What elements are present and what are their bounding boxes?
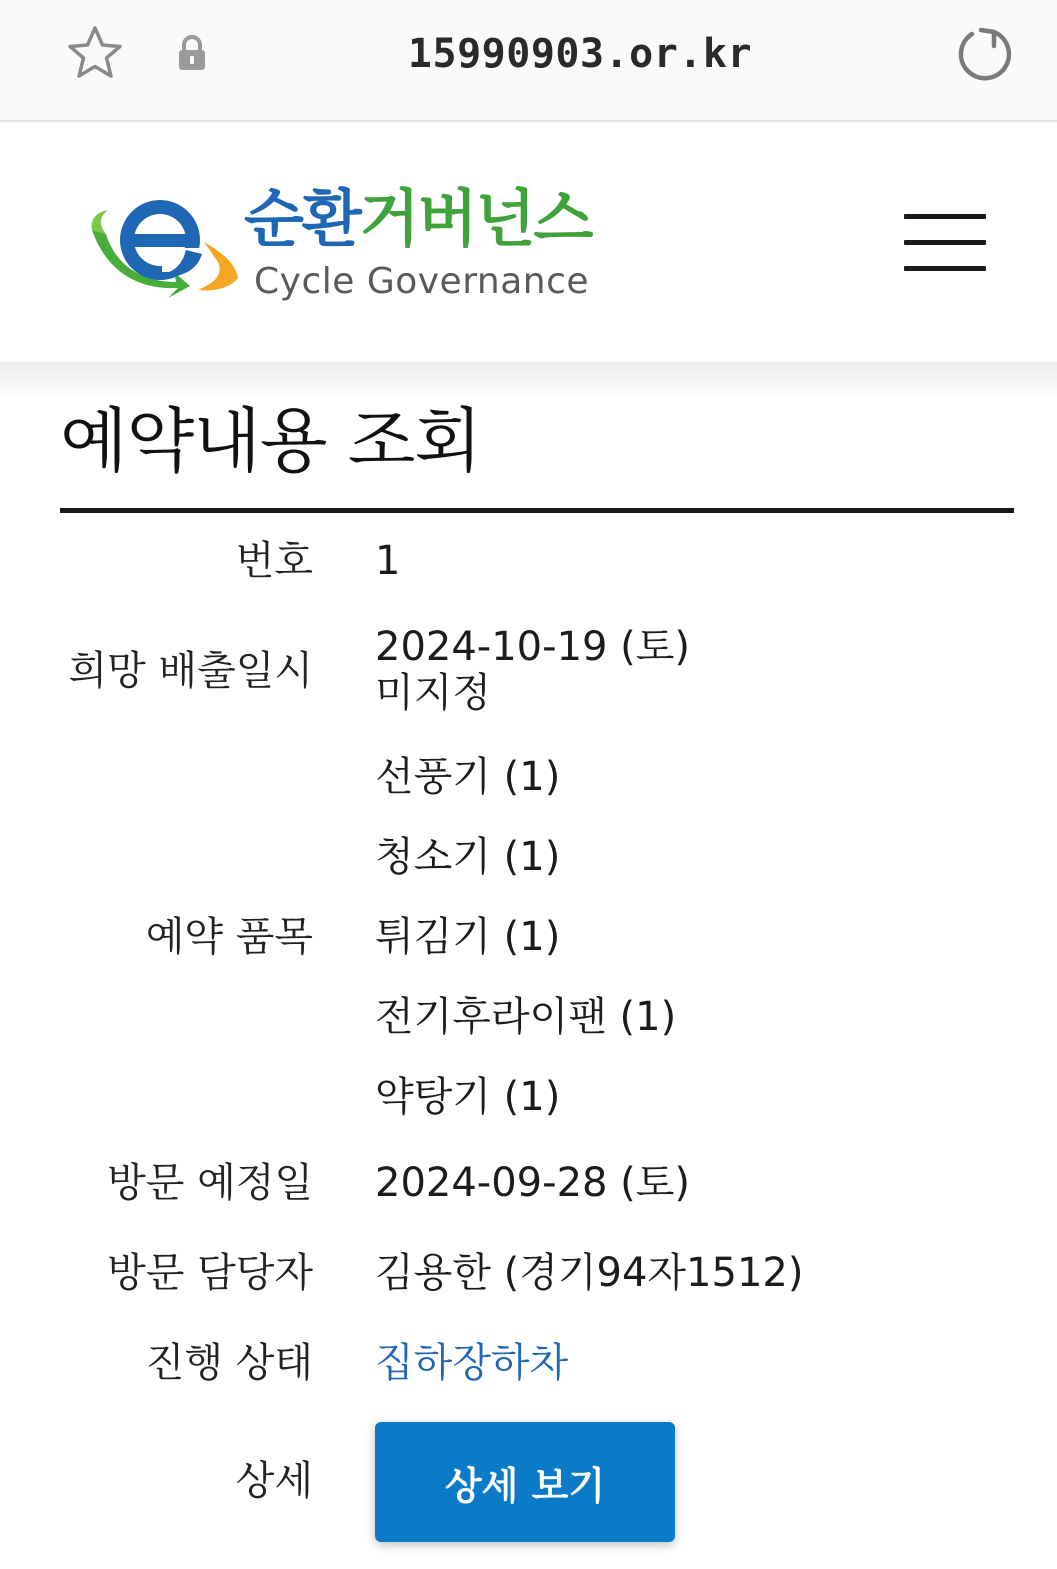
value-progress-status: 집하장하차	[375, 1340, 569, 1386]
address-bar-url[interactable]: 15990903.or.kr	[407, 31, 753, 77]
view-detail-button[interactable]: 상세 보기	[375, 1422, 675, 1542]
reserved-item: 선풍기 (1)	[375, 754, 561, 800]
value-visit-staff: 김용한 (경기94자1512)	[375, 1250, 804, 1296]
label-pickup-datetime: 희망 배출일시	[68, 648, 313, 694]
menu-icon-line	[904, 266, 986, 271]
label-reserved-items: 예약 품목	[145, 914, 313, 960]
logo-ko-part1: 순환	[244, 182, 360, 255]
menu-icon-line	[904, 214, 986, 219]
logo-korean-text[interactable]	[244, 184, 591, 254]
reserved-item: 전기후라이팬 (1)	[375, 994, 677, 1040]
browser-bar	[0, 0, 1057, 122]
logo-e-icon[interactable]	[86, 190, 246, 300]
label-number: 번호	[235, 538, 313, 584]
site-header	[0, 124, 1057, 362]
star-icon[interactable]	[64, 24, 126, 82]
hamburger-menu-button[interactable]	[904, 214, 986, 274]
value-pickup-time: 미지정	[375, 670, 491, 716]
lock-icon	[175, 34, 209, 72]
label-detail: 상세	[235, 1458, 313, 1504]
reserved-item: 튀김기 (1)	[375, 914, 561, 960]
value-number: 1	[375, 538, 401, 584]
reserved-item: 청소기 (1)	[375, 834, 561, 880]
label-visit-date: 방문 예정일	[107, 1160, 313, 1206]
value-pickup-date: 2024-10-19 (토)	[375, 624, 691, 670]
page-title: 예약내용 조회	[60, 400, 481, 482]
reserved-item: 약탕기 (1)	[375, 1074, 561, 1120]
menu-icon-line	[904, 240, 986, 245]
reload-icon[interactable]	[954, 24, 1014, 84]
logo-ko-part2: 거버넌스	[359, 182, 592, 255]
logo-english-text: Cycle Governance	[254, 261, 590, 302]
value-visit-date: 2024-09-28 (토)	[375, 1160, 691, 1206]
label-progress-status: 진행 상태	[145, 1340, 313, 1386]
label-visit-staff: 방문 담당자	[107, 1250, 313, 1296]
title-divider	[60, 508, 1014, 513]
